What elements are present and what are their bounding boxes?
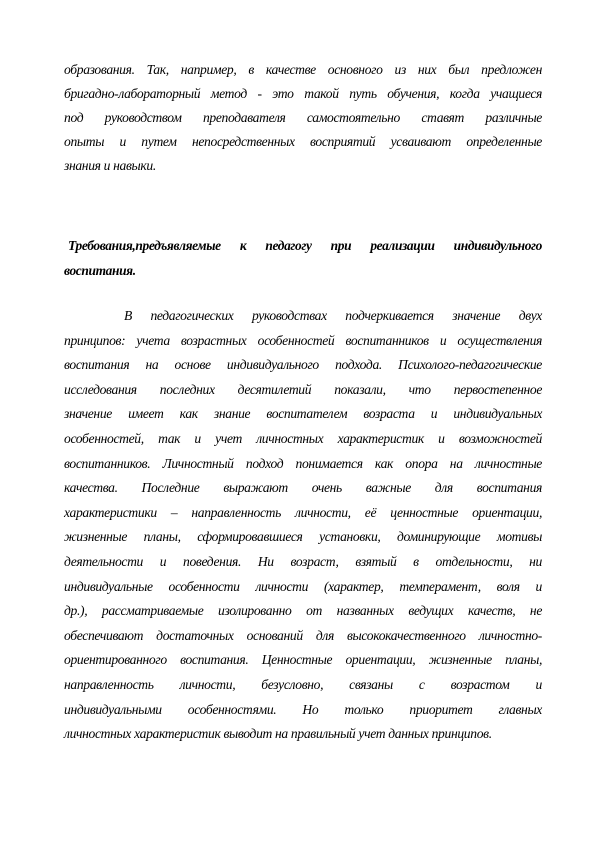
document-page: образования. Так, например, в качестве основного из них был предложен бригадно-лабораторный метод - это такой путь обучения, когда учащиеся под руководством преподавателя самостоятельно ставят различные опыты и путем непосредственных восприятий усваивают определенные знания и навыки. Требования,предъявляемые к педагогу при реализации индивидульного воспитания. В педагогических руководствах подчеркивается значение двух принципов: учета возрастных особенностей воспитанников и осуществления воспитания на основе индивидуального подхода. Психолого-педагогические исследования последних десятилетий показали, что первостепенное значение имеет как знание воспитателем возраста и индивидуальных особенностей, так и учет личностных характеристик и возможностей воспитанников. Личностный подход понимается как опора на личностные качества. Последние выражают очень важные для воспитания характеристики – направленность личности, её ценностные ориентации, жизненные планы, сформировавшиеся установки, доминирующие мотивы деятельности и поведения. Ни возраст, взятый в отдельности, ни индивидуальные особенности личности (характер, темперамент, воля и др.), рассматриваемые изолированно от названных ведущих качеств, не обеспечивают достаточных оснований для высококачественного личностно- ориентированного воспитания. Ценностные ориентации, жизненные планы, направленность личности, безусловно, связаны с возрастом и индивидуальными особенностями. Но только приоритет главных личностных характеристик выводит на правильный учет данных принципов. (64, 62, 542, 742)
